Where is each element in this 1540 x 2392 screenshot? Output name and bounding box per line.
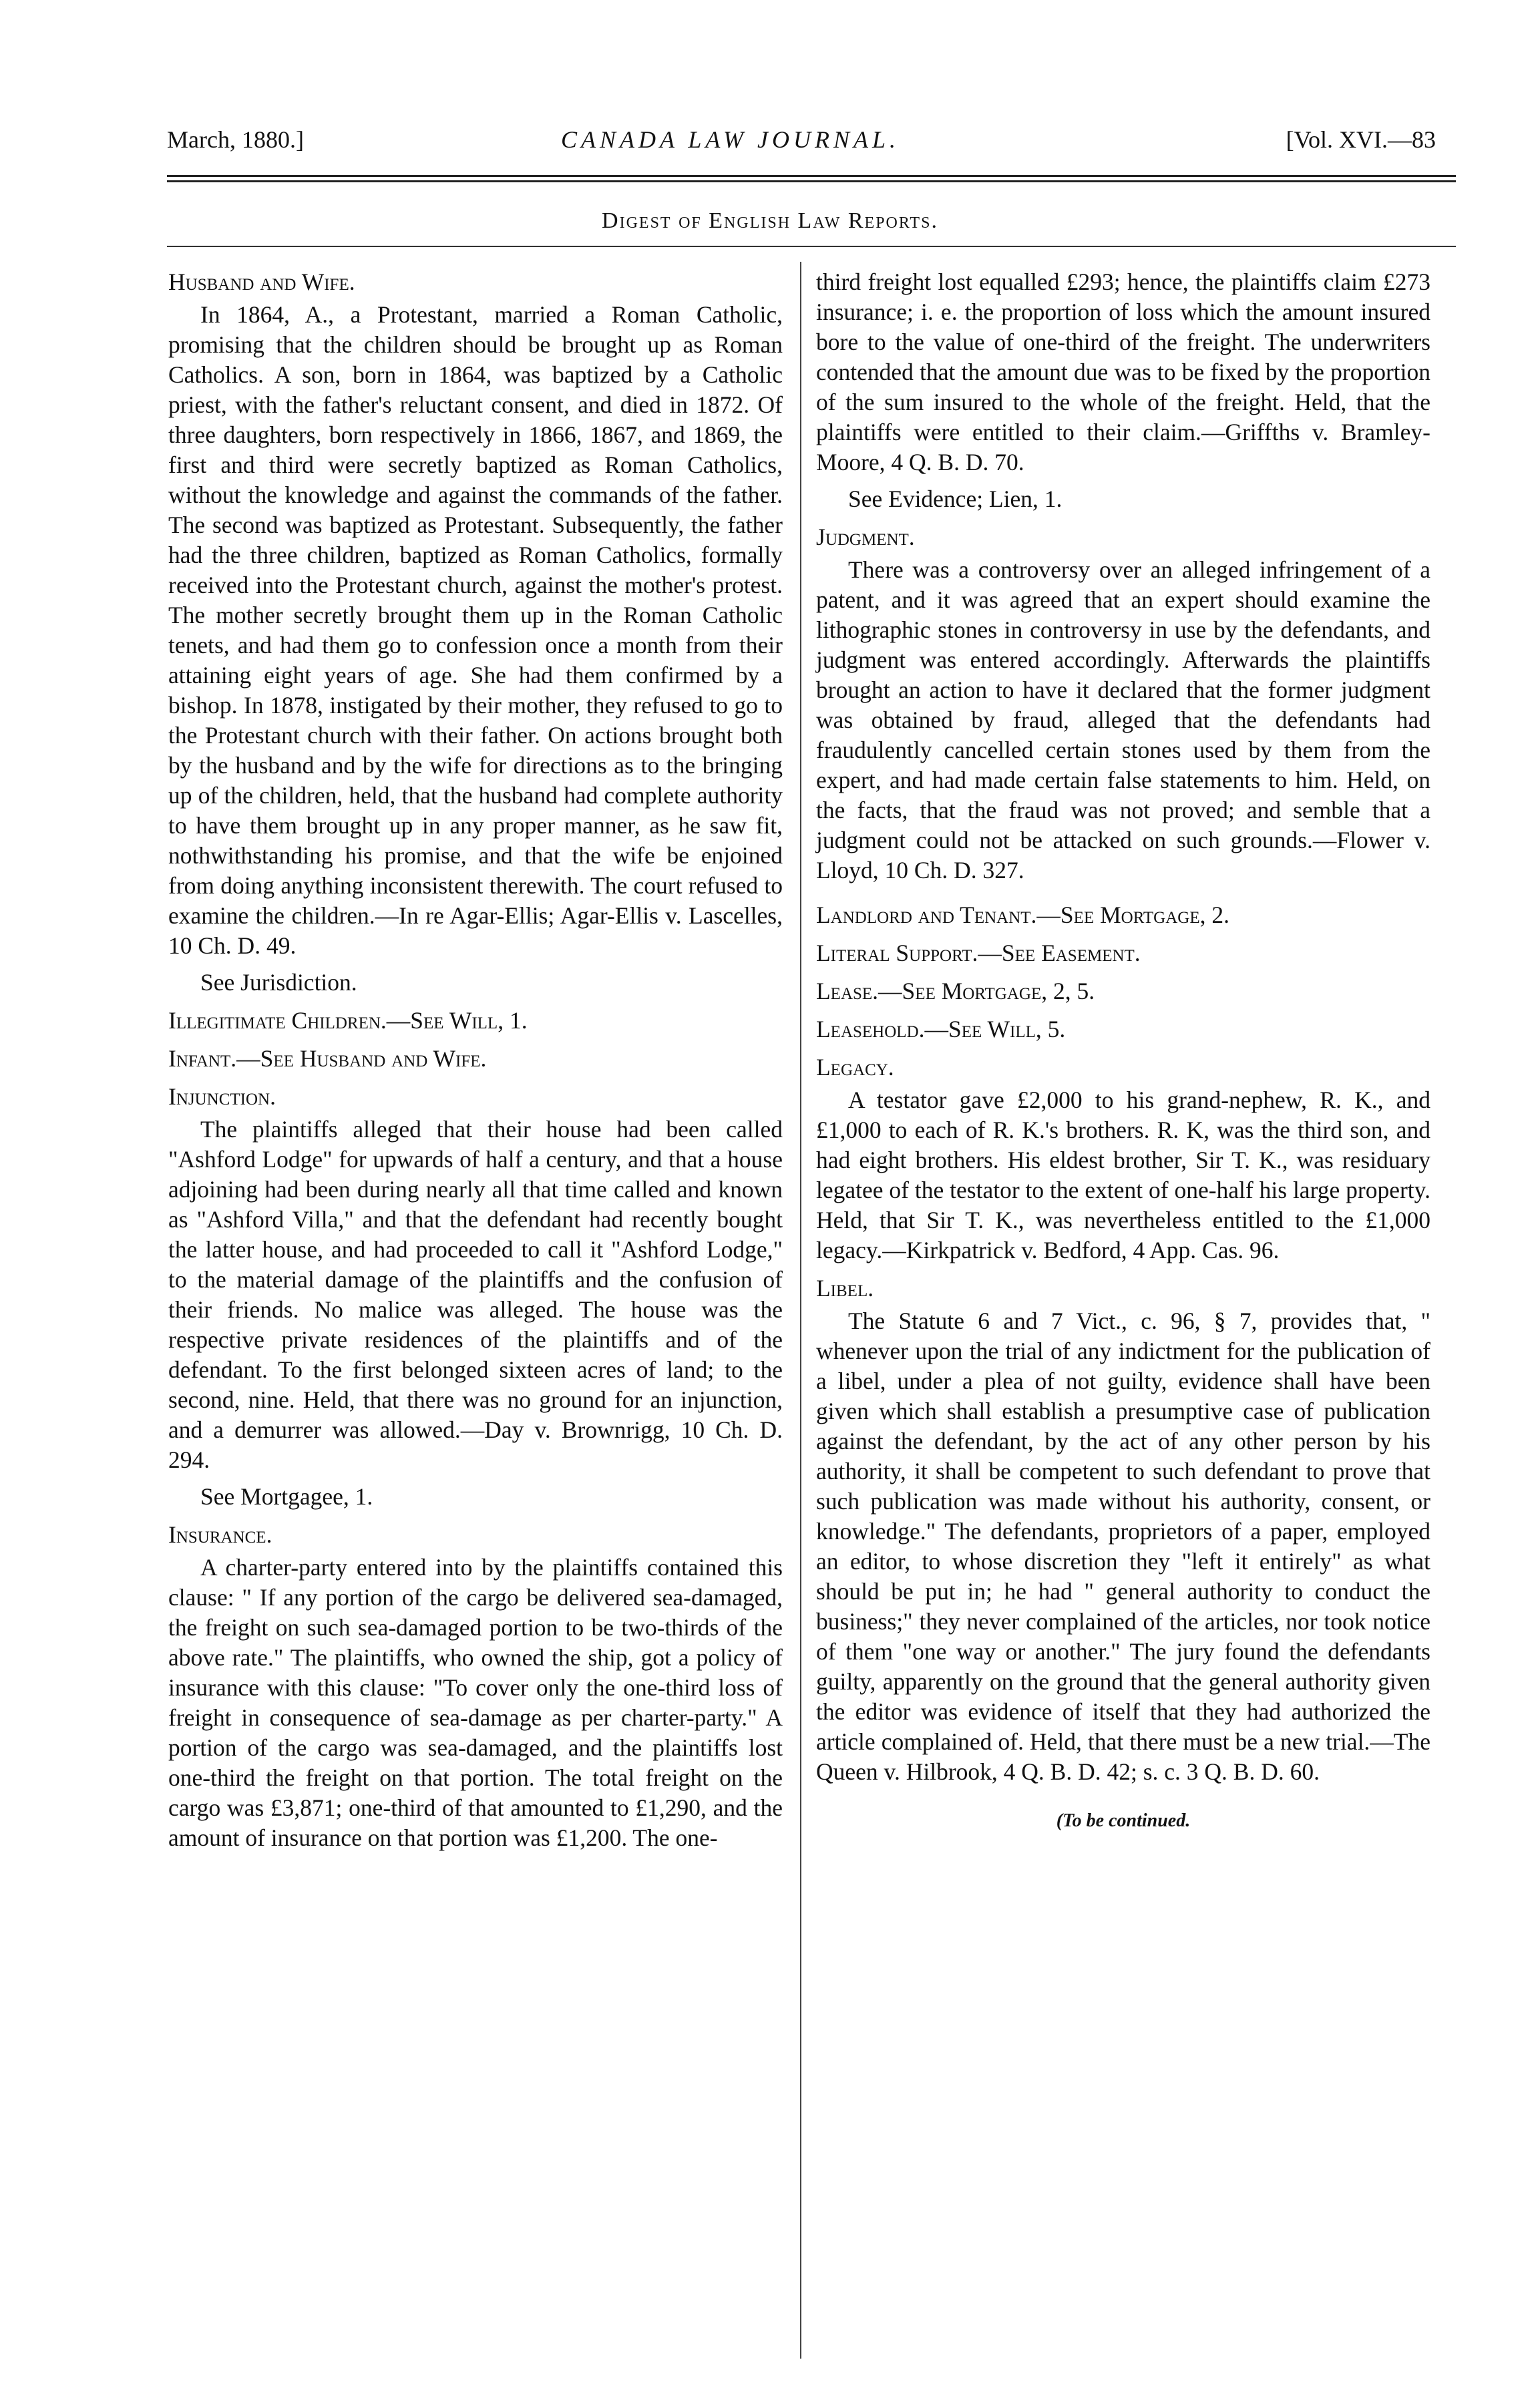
section-title: Digest of English Law Reports. bbox=[602, 208, 938, 233]
entry-lease: Lease.—See Mortgage, 2, 5. bbox=[816, 978, 1095, 1004]
entry-body-injunction: The plaintiffs alleged that their house had been called "Ashford Lodge" for upwards of half a century, and that a house adjoining had been during nearly all that time called and known as "Ashford Villa," and that the defendant had recently bought the latter house, and had proceeded to call it "Ashford Lodge," to the material damage of the plaintiffs and the confusion of their friends. No malice was alleged. The house was the respective private residences of the plaintiffs and of the defendant. To the first belonged sixteen acres of land; to the second, nine. Held, that there was no ground for an injunction, and a demurrer was allowed.—Day v. Brownrigg, 10 Ch. D. 294. bbox=[168, 1116, 783, 1473]
column-divider bbox=[800, 262, 801, 2359]
entry-illegitimate-children: Illegitimate Children.—See Will, 1. bbox=[168, 1007, 528, 1034]
to-be-continued-note: (To be continued. bbox=[1056, 1810, 1191, 1831]
entry-heading-injunction: Injunction. bbox=[168, 1083, 276, 1110]
entry-heading-judgment: Judgment. bbox=[816, 524, 915, 550]
entry-body-husband-and-wife: In 1864, A., a Protestant, married a Roman Catholic, promising that the children should be brought up as Roman Catholics. A son, born in 1864, was baptized by a Catholic priest, with the father's reluctant consent, and died in 1872. Of three daughters, born respectively in 1866, 1867, and 1869, the first and third were secretly baptized as Roman Catholics, without the knowledge and against the commands of the father. The second was baptized as Protestant. Subsequently, the father had the three children, baptized as Roman Catholics, formally received into the Protestant church, against the mother's protest. The mother secretly brought them up in the Roman Catholic tenets, and had them go to confession once a month from their attaining eight years of age. She had them confirmed by a bishop. In 1878, instigated by their mother, they refused to go to the Protestant church with their father. On actions brought both by the husband and by the wife for directions as to the bringing up of the children, held, that the husband had complete authority to have them brought up in any proper manner, as he saw fit, nothwithstanding his promise, and that the wife be enjoined from doing anything inconsistent therewith. The court refused to examine the children.—In re Agar-Ellis; Agar-Ellis v. Lascelles, 10 Ch. D. 49. bbox=[168, 301, 783, 959]
right-column bbox=[816, 267, 1430, 1836]
entry-infant: Infant.—See Husband and Wife. bbox=[168, 1045, 487, 1072]
header-volume: [Vol. XVI.—83 bbox=[1286, 126, 1436, 153]
left-column bbox=[168, 267, 783, 1853]
entry-body-legacy: A testator gave £2,000 to his grand-nephew, R. K., and £1,000 to each of R. K.'s brothers. R. K, was the third son, and had eight brothers. His eldest brother, Sir T. K., was residuary legatee of the testator to the extent of one-half his large property. Held, that Sir T. K., was nevertheless entitled to the £1,000 legacy.—Kirkpatrick v. Bedford, 4 App. Cas. 96. bbox=[816, 1086, 1430, 1263]
entry-heading-legacy: Legacy. bbox=[816, 1054, 894, 1080]
entry-heading-insurance: Insurance. bbox=[168, 1521, 272, 1548]
header-rule-bottom bbox=[167, 180, 1456, 182]
header-journal-title: CANADA LAW JOURNAL. bbox=[561, 126, 900, 153]
cross-reference-mortgagee: See Mortgagee, 1. bbox=[200, 1483, 373, 1510]
cross-reference-jurisdiction: See Jurisdiction. bbox=[200, 969, 357, 996]
title-rule bbox=[167, 246, 1456, 247]
header-date: March, 1880.] bbox=[167, 126, 304, 153]
entry-heading-husband-and-wife: Husband and Wife. bbox=[168, 268, 355, 295]
entry-body-insurance-continued: third freight lost equalled £293; hence, the plaintiffs claim £273 insurance; i. e. the proportion of loss which the amount insured bore to the value of one-third of the freight. The underwriters contended that the amount due was to be fixed by the proportion of the sum insured to the whole of the freight. Held, that the plaintiffs were entitled to their claim.—Griffths v. Bramley-Moore, 4 Q. B. D. 70. bbox=[816, 268, 1430, 475]
entry-literal-support: Literal Support.—See Easement. bbox=[816, 940, 1141, 966]
entry-body-libel: The Statute 6 and 7 Vict., c. 96, § 7, provides that, " whenever upon the trial of any indictment for the publication of a libel, under a plea of not guilty, evidence shall have been given which shall establish a presumptive case of publication against the defendant, by the act of any other person by his authority, it shall be competent to such defendant to prove that such publication was made without his authority, consent, or knowledge." The defendants, proprietors of a paper, employed an editor, to whose discretion they "left it entirely" as what should be put in; he had " general authority to conduct the business;" they never complained of the articles, nor took notice of them "one way or another." The jury found the defendants guilty, apparently on the ground that the general authority given the editor was evidence of itself that they had authorized the article complained of. Held, that there must be a new trial.—The Queen v. Hilbrook, 4 Q. B. D. 42; s. c. 3 Q. B. D. 60. bbox=[816, 1308, 1430, 1785]
cross-reference-evidence-lien: See Evidence; Lien, 1. bbox=[848, 485, 1063, 512]
entry-body-judgment: There was a controversy over an alleged infringement of a patent, and it was agreed that an expert should examine the lithographic stones in controversy in use by the defendants, and judgment was entered accordingly. Afterwards the plaintiffs brought an action to have it declared that the former judgment was obtained by fraud, alleged that the defendants had fraudulently cancelled certain stones used by them from the expert, and had made certain false statements to him. Held, on the facts, that the fraud was not proved; and semble that a judgment could not be attacked on such grounds.—Flower v. Lloyd, 10 Ch. D. 327. bbox=[816, 556, 1430, 883]
entry-landlord-and-tenant: Landlord and Tenant.—See Mortgage, 2. bbox=[816, 902, 1229, 928]
entry-body-insurance: A charter-party entered into by the plaintiffs contained this clause: " If any portion of the cargo be delivered sea-damaged, the freight on such sea-damaged portion to be two-thirds of the above rate." The plaintiffs, who owned the ship, got a policy of insurance with this clause: "To cover only the one-third loss of freight in consequence of sea-damage as per charter-party." A portion of the cargo was sea-damaged, and the plaintiffs lost one-third the freight on that portion. The total freight on the cargo was £3,871; one-third of that amounted to £1,290, and the amount of insurance on that portion was £1,200. The one- bbox=[168, 1554, 783, 1851]
entry-leasehold: Leasehold.—See Will, 5. bbox=[816, 1016, 1066, 1042]
entry-heading-libel: Libel. bbox=[816, 1275, 874, 1302]
running-header bbox=[167, 126, 1436, 166]
header-rule-top bbox=[167, 175, 1456, 177]
